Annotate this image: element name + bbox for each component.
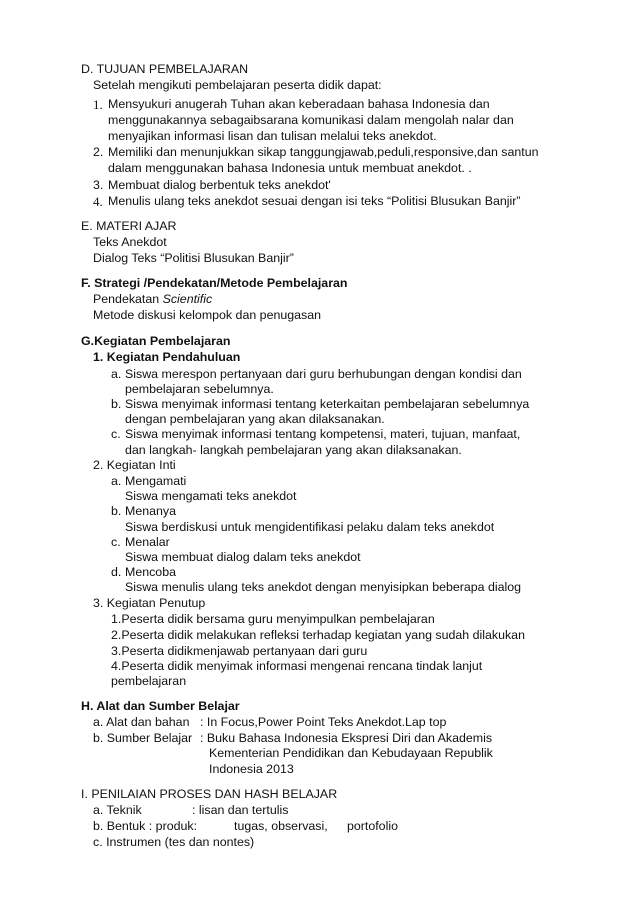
item-line: dan langkah- langkah pembelajaran yang akan dilaksanakan. [125,443,462,457]
closing-line: 4.Peserta didik menyimak informasi mengenai rencana tindak lanjut [111,659,483,673]
section-e-line: Dialog Teks “Politisi Blusukan Banjir” [93,251,294,265]
item-letter: a. [111,474,122,488]
activity-name: Menanya [125,504,176,518]
closing-line: pembelajaran [111,674,187,688]
activity-desc: Siswa mengamati teks anekdot [125,489,297,503]
form-value: tugas, observasi, [234,819,328,833]
item-letter: d. [111,565,122,579]
source-label: b. Sumber Belajar [93,731,193,745]
closing-line: 2.Peserta didik melakukan refleksi terhadap kegiatan yang sudah dilakukan [111,628,525,642]
activity-desc: Siswa menulis ulang teks anekdot dengan menyisipkan beberapa dialog [125,580,522,594]
source-value-cont: Kementerian Pendidikan dan Kebudayaan Republik [209,746,493,760]
activity-desc: Siswa berdiskusi untuk mengidentifikasi pelaku dalam teks anekdot [125,520,495,534]
list-item-line: dalam menggunakan bahasa Indonesia untuk membuat anekdot. . [108,161,472,175]
source-value-cont: Indonesia 2013 [209,762,294,776]
list-number: 4. [93,194,103,209]
item-line: pembelajaran sebelumnya. [125,382,274,396]
item-line: dengan pembelajaran yang akan dilaksanakan. [125,412,385,426]
activity-name: Menalar [125,535,170,549]
section-f-heading: F. Strategi /Pendekatan/Metode Pembelajaran [81,276,348,290]
item-letter: a. [111,367,122,381]
list-item-line: Memiliki dan menunjukkan sikap tanggungjawab,peduli,responsive,dan santun [108,145,539,159]
tool-value: : In Focus,Power Point Teks Anekdot.Lap top [200,715,447,729]
list-number: 1. [93,97,103,112]
subsection-title: 3. Kegiatan Penutup [93,596,206,610]
approach-line [93,292,212,307]
item-letter: c. [111,535,121,549]
section-d-heading: D. TUJUAN PEMBELAJARAN [81,62,249,76]
section-g-heading: G.Kegiatan Pembelajaran [81,334,231,348]
item-letter: b. [111,397,122,411]
item-line: Siswa menyimak informasi tentang keterkaitan pembelajaran sebelumnya [125,397,530,411]
activity-name: Mencoba [125,565,176,579]
subsection-title: 1. Kegiatan Pendahuluan [93,350,241,364]
closing-line: 1.Peserta didik bersama guru menyimpulkan pembelajaran [111,612,435,626]
form-label: b. Bentuk : produk: [93,819,198,833]
closing-line: 3.Peserta didikmenjawab pertanyaan dari guru [111,644,368,658]
section-d-intro: Setelah mengikuti pembelajaran peserta didik dapat: [93,78,382,92]
section-e-line: Teks Anekdot [93,235,167,249]
item-line: Siswa menyimak informasi tentang kompetensi, materi, tujuan, manfaat, [125,427,521,441]
list-item-line: menggunakannya sebagaibsarana komunikasi dalam mengolah nalar dan [108,113,514,127]
source-value: : Buku Bahasa Indonesia Ekspresi Diri dan Akademis [200,731,493,745]
technique-label: a. Teknik [93,803,142,817]
item-line: Siswa merespon pertanyaan dari guru berhubungan dengan kondisi dan [125,367,522,381]
subsection-title: 2. Kegiatan Inti [93,458,176,472]
method-line: Metode diskusi kelompok dan penugasan [93,308,321,322]
section-h-heading: H. Alat dan Sumber Belajar [81,699,240,713]
approach-value: Scientific [162,292,213,306]
list-item-line: menyajikan informasi lisan dan tulisan melalui teks anekdot. [108,129,437,143]
section-e-heading: E. MATERI AJAR [81,219,177,233]
list-number: 3. [93,178,104,192]
approach-prefix: Pendekatan [93,292,160,306]
item-letter: c. [111,427,121,441]
form-value: portofolio [347,819,398,833]
list-item-line: Menulis ulang teks anekdot sesuai dengan isi teks “Politisi Blusukan Banjir” [108,194,521,208]
list-item-line: Membuat dialog berbentuk teks anekdot' [108,178,331,192]
activity-desc: Siswa membuat dialog dalam teks anekdot [125,550,361,564]
section-i-heading: I. PENILAIAN PROSES DAN HASH BELAJAR [81,787,338,801]
instrument-line: c. Instrumen (tes dan nontes) [93,835,255,849]
activity-name: Mengamati [125,474,187,488]
tool-label: a. Alat dan bahan [93,715,190,729]
technique-value: : lisan dan tertulis [192,803,289,817]
item-letter: b. [111,504,122,518]
list-number: 2. [93,145,104,159]
list-item-line: Mensyukuri anugerah Tuhan akan keberadaan bahasa Indonesia dan [108,97,490,111]
